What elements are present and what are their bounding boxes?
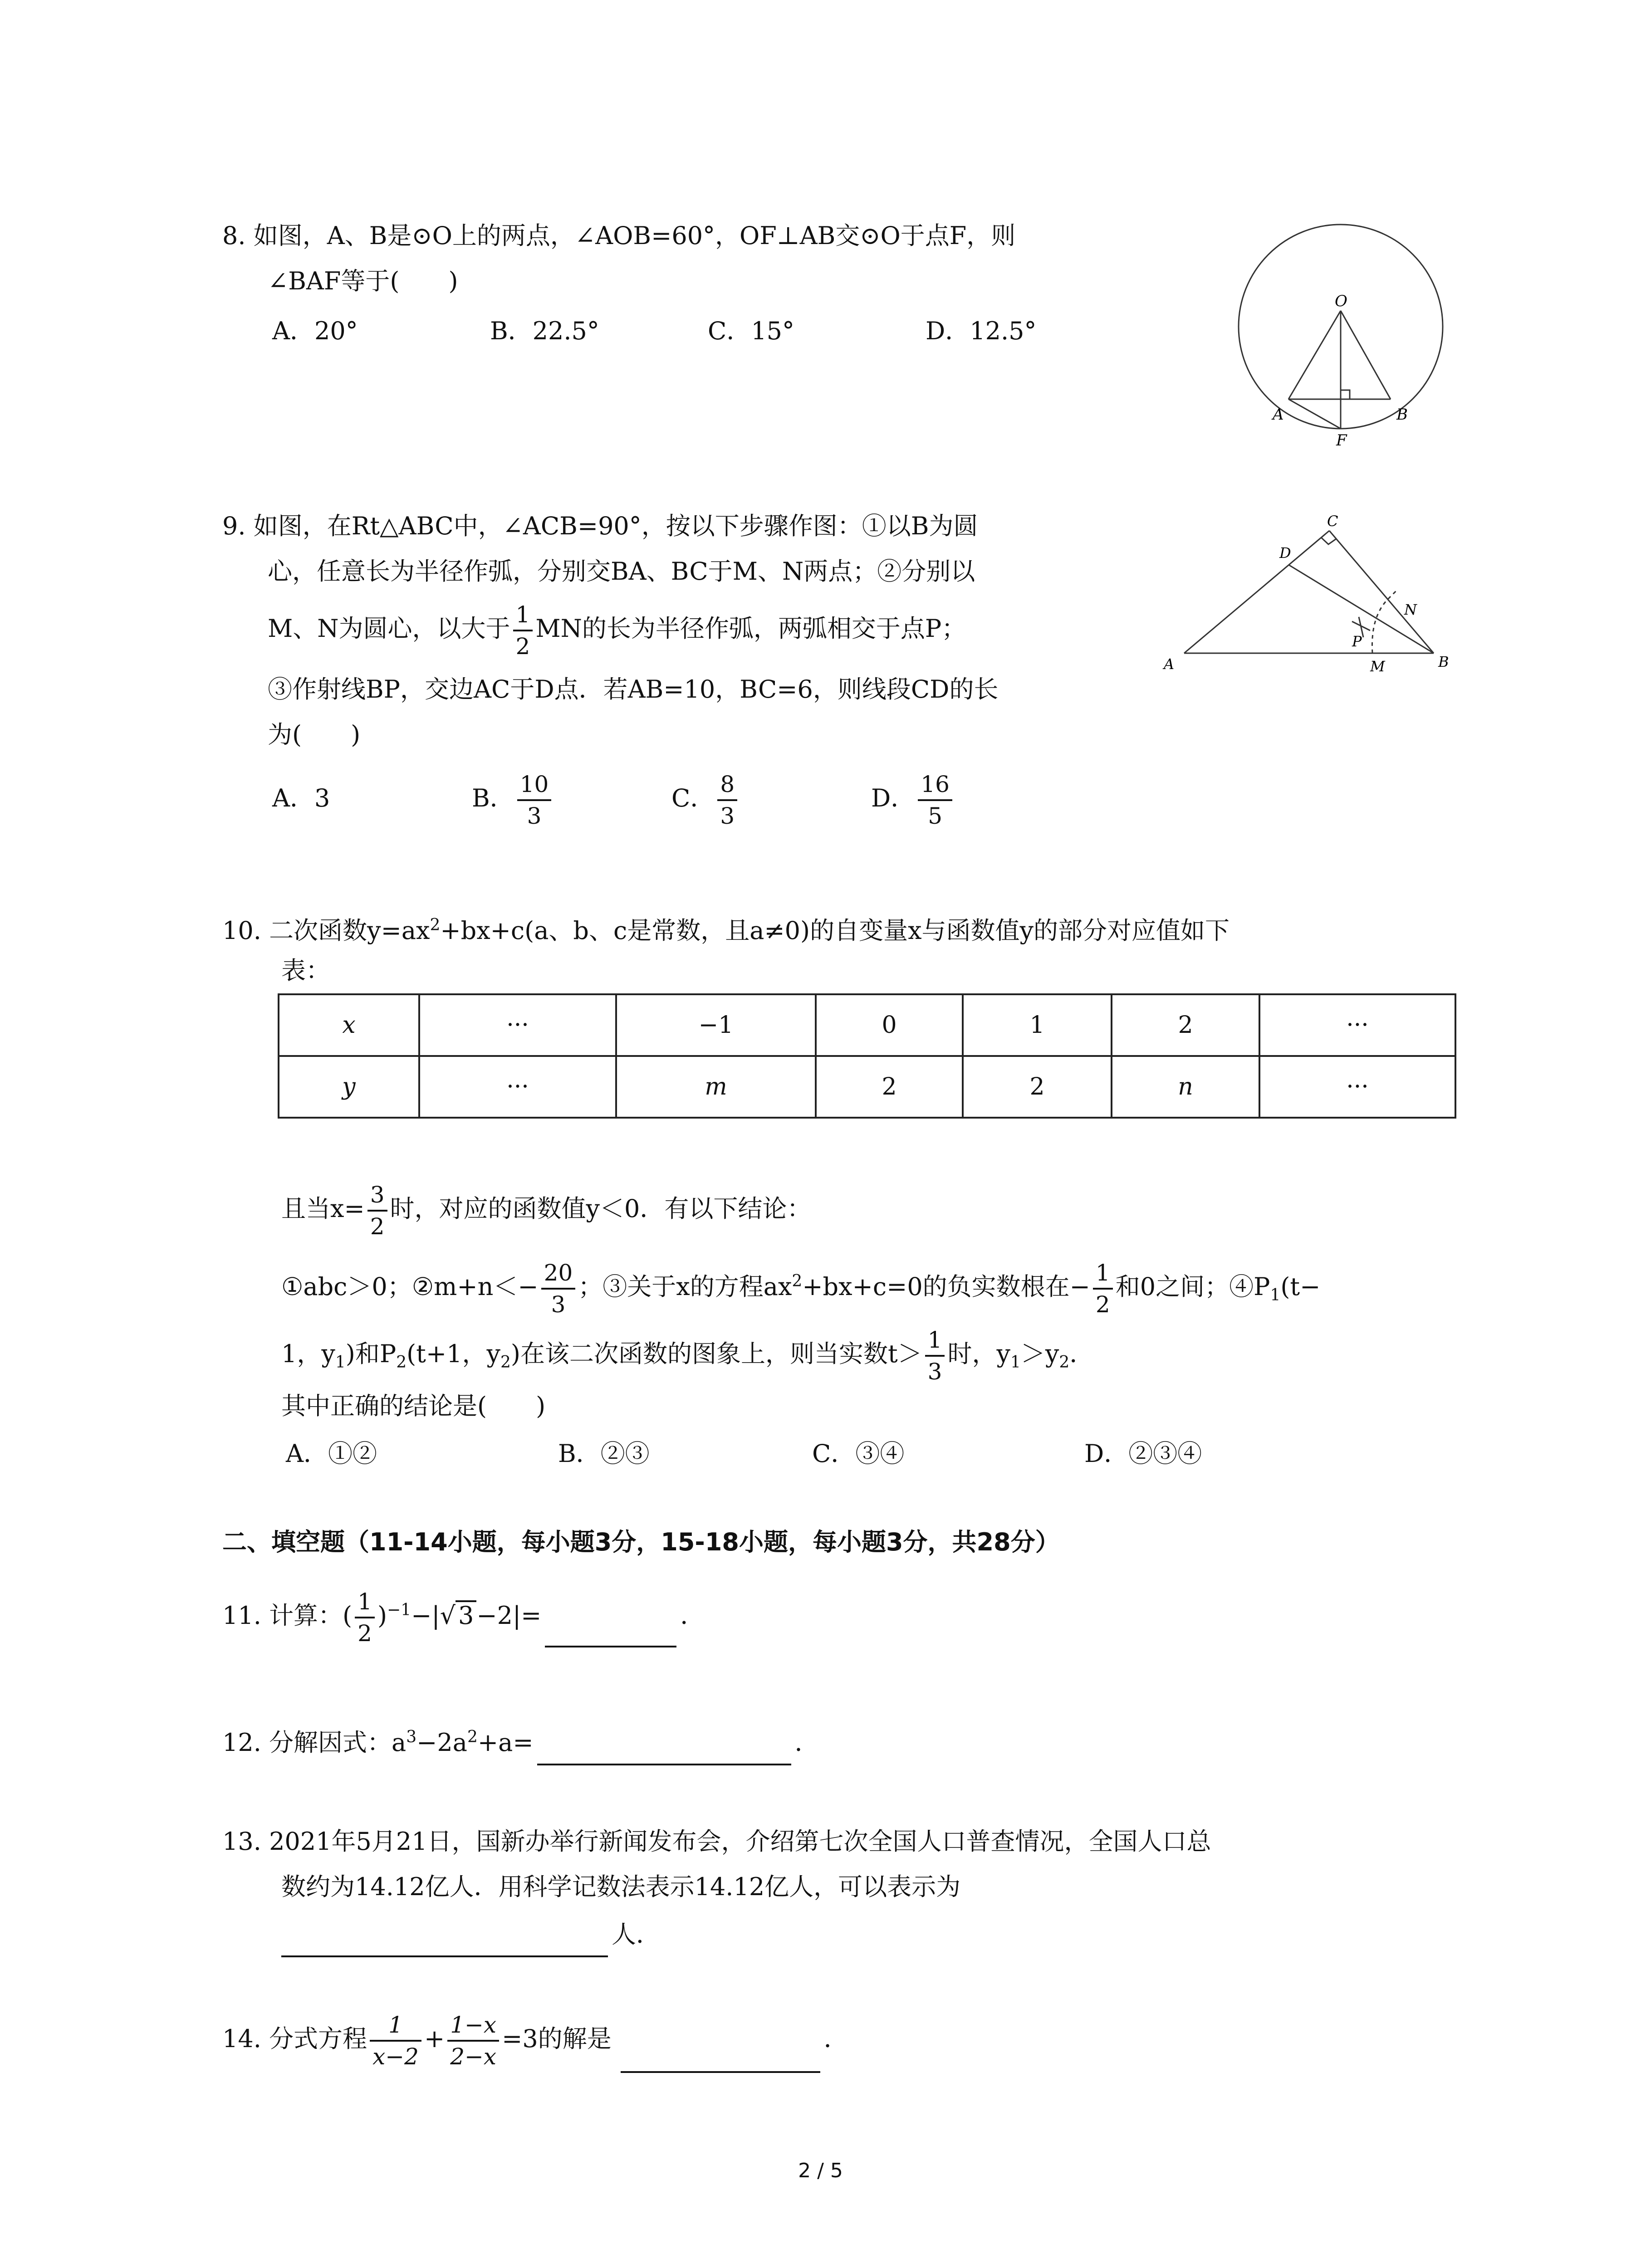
table-cell: ··· bbox=[1259, 994, 1455, 1056]
q8-label-f: F bbox=[1336, 431, 1347, 449]
q9-half-fraction: $\frac{1}{2}$ bbox=[513, 603, 533, 658]
q9-label-c: C bbox=[1327, 513, 1338, 530]
table-row bbox=[279, 1056, 1455, 1118]
q9-line2: 心，任意长为半径作弧，分别交BA、BC于M、N两点；②分别以 bbox=[268, 557, 975, 586]
q14-answer-blank[interactable] bbox=[621, 2042, 820, 2073]
q10-option-c: C．③④ bbox=[812, 1439, 905, 1468]
table-cell: x bbox=[279, 994, 419, 1056]
q12: 12. 分解因式：$a^3-2a^2+a=$ ． bbox=[222, 1715, 819, 1765]
q9-line3: M、N为圆心，以大于 $\frac{1}{2}$ MN的长为半径作弧，两弧相交于点P； bbox=[268, 601, 966, 660]
q10-condition: 且当x= $\frac{3}{2}$ 时，对应的函数值y＜0．有以下结论： bbox=[281, 1182, 812, 1240]
q8-label-o: O bbox=[1335, 292, 1347, 310]
table-cell: 0 bbox=[816, 994, 963, 1056]
q13-line3: 人． bbox=[281, 1912, 661, 1957]
q8-option-c: C．15° bbox=[708, 317, 795, 345]
q8-options bbox=[272, 308, 1143, 354]
q10-option-d: D．②③④ bbox=[1084, 1439, 1202, 1468]
q13-answer-blank[interactable] bbox=[281, 1926, 608, 1957]
q11-answer-blank[interactable] bbox=[545, 1617, 676, 1647]
q9-label-b: B bbox=[1438, 653, 1449, 670]
table-cell: 1 bbox=[963, 994, 1112, 1056]
table-cell: −1 bbox=[616, 994, 816, 1056]
q10-intro: 10. 二次函数$y=ax^2+bx+c(a$、b、c是常数，且a≠0)的自变量x与函数值y的部分对应值如下 bbox=[222, 916, 1230, 945]
table-row bbox=[279, 994, 1455, 1056]
q9-triangle-figure bbox=[1152, 508, 1470, 689]
section-fill-in-title: 二、填空题（11-14小题，每小题3分，15-18小题，每小题3分，共28分） bbox=[222, 1528, 1060, 1556]
q8-option-b: B．22.5° bbox=[490, 317, 599, 345]
table-cell: 2 bbox=[816, 1056, 963, 1118]
q10-ask: 其中正确的结论是( ) bbox=[281, 1392, 546, 1420]
q10-option-b: B．②③ bbox=[558, 1439, 650, 1468]
q13-line1: 13. 2021年5月21日，国新办举行新闻发布会，介绍第七次全国人口普查情况，全国人口总 bbox=[222, 1827, 1211, 1856]
q10-conclusions-line1: ①abc＞0；②m+n＜− $\frac{20}{3}$ ；③关于x的方程$ax^2+bx+c=0$的负实数根在− $\frac{1}{2}$ 和0之间；$④P_1(t-$ bbox=[281, 1260, 1321, 1318]
table-cell: y bbox=[279, 1056, 419, 1118]
q10-option-a: A．①② bbox=[286, 1439, 377, 1468]
table-cell: m bbox=[616, 1056, 816, 1118]
q10-intro-line2: 表： bbox=[281, 956, 330, 985]
table-cell: 2 bbox=[963, 1056, 1112, 1118]
q11: 11. 计算：( $\frac{1}{2}$ )$^{-1}$−|√ 3 −2|= ． bbox=[222, 1589, 705, 1647]
q13-line2: 数约为14.12亿人．用科学记数法表示14.12亿人，可以表示为 bbox=[281, 1872, 961, 1901]
table-cell: ··· bbox=[419, 994, 616, 1056]
q9-label-a: A bbox=[1164, 655, 1175, 673]
q9-label-d: D bbox=[1279, 544, 1291, 562]
q8-label-b: B bbox=[1396, 406, 1408, 424]
table-cell: n bbox=[1112, 1056, 1259, 1118]
q8-line2: ∠BAF等于( ) bbox=[268, 267, 458, 295]
q9-option-c: C． $\frac{8}{3}$ bbox=[671, 767, 871, 830]
q9-option-d: D． $\frac{16}{5}$ bbox=[871, 767, 1071, 830]
q9-label-p: P bbox=[1352, 633, 1362, 650]
q14: 14. 分式方程 $\frac{1}{x-2}$ + $\frac{1-x}{2-x}$ =3的解是 ． bbox=[222, 2005, 848, 2073]
q9-option-b: B． $\frac{10}{3}$ bbox=[472, 767, 671, 830]
page-number: 2 / 5 bbox=[798, 2159, 843, 2182]
q9-label-n: N bbox=[1404, 601, 1417, 618]
q10-conclusions-line2: 1，$y_1$)和$P_2(t+1$，$y_2$)在该二次函数的图象上，则当实数t＞ $\frac{1}{3}$ 时，$y_1>y_2$． bbox=[281, 1327, 1094, 1385]
q8-label-a: A bbox=[1273, 406, 1284, 424]
q12-answer-blank[interactable] bbox=[537, 1735, 791, 1765]
q10-options bbox=[286, 1431, 1302, 1476]
q9-option-a: A．3 bbox=[272, 784, 330, 812]
q9-label-m: M bbox=[1370, 658, 1385, 675]
q8-option-d: D．12.5° bbox=[926, 317, 1037, 345]
q8-line1: 8. 如图，A、B是⊙O上的两点，∠AOB=60°，OF⊥AB交⊙O于点F，则 bbox=[222, 221, 1016, 250]
q9-options bbox=[272, 767, 1071, 830]
q9-line4: ③作射线BP，交边AC于D点．若AB=10，BC=6，则线段CD的长 bbox=[268, 675, 999, 704]
q8-option-a: A．20° bbox=[272, 317, 358, 345]
q9-line1: 9. 如图，在Rt△ABC中，∠ACB=90°，按以下步骤作图：①以B为圆 bbox=[222, 512, 978, 540]
q10-value-table bbox=[278, 993, 1456, 1119]
q8-circle-figure bbox=[1230, 213, 1484, 449]
table-cell: ··· bbox=[419, 1056, 616, 1118]
q9-line5: 为( ) bbox=[268, 720, 361, 749]
table-cell: ··· bbox=[1259, 1056, 1455, 1118]
table-cell: 2 bbox=[1112, 994, 1259, 1056]
